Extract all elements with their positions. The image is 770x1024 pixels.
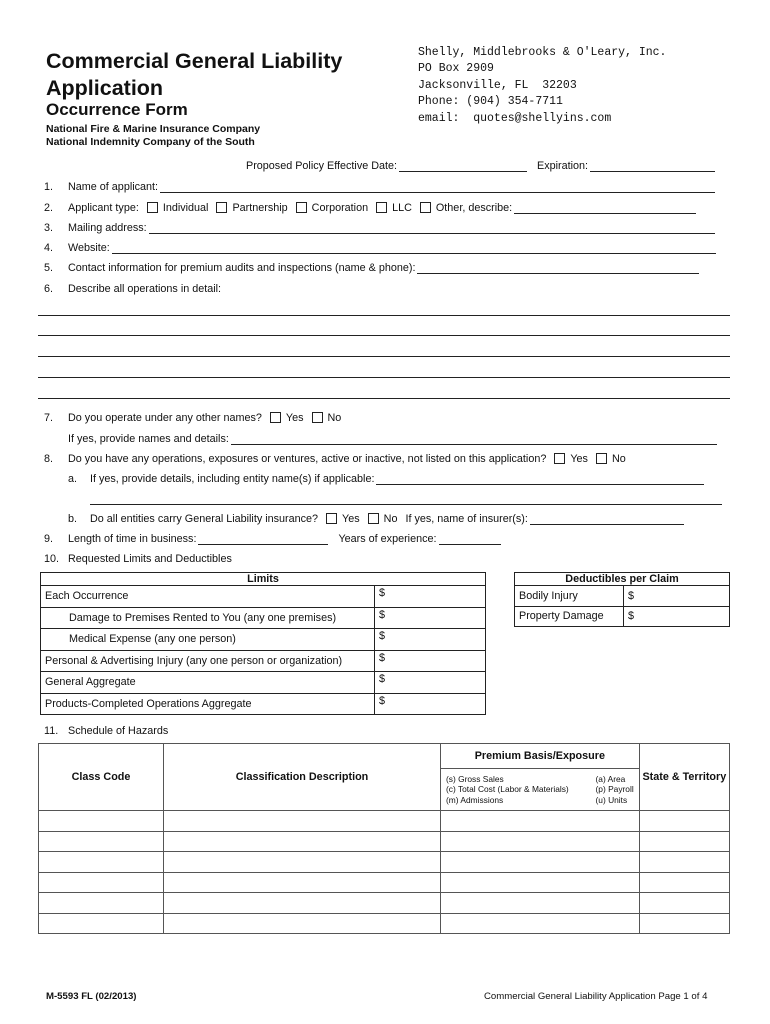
table-row <box>515 606 730 627</box>
entity-details-field[interactable] <box>376 474 704 485</box>
deductibles-header: Deductibles per Claim <box>515 573 730 586</box>
form-number: M-5593 FL (02/2013) <box>46 991 137 1002</box>
time-in-business-field[interactable] <box>198 534 328 545</box>
q8a-row <box>68 473 704 485</box>
form-subtitle: Occurrence Form <box>46 100 188 119</box>
table-row <box>41 586 486 608</box>
class-code-cell[interactable] <box>39 811 164 832</box>
page-number: Commercial General Liability Application Page 1 of 4 <box>484 991 708 1002</box>
operations-line-1[interactable] <box>38 315 730 316</box>
class-code-cell[interactable] <box>39 893 164 914</box>
form-title-line1: Commercial General Liability <box>46 49 343 73</box>
expiration-label: Expiration: <box>537 160 589 172</box>
other-names-yes-label: Yes <box>285 412 304 424</box>
basis-legend-item: (m) Admissions <box>446 794 504 805</box>
class-code-header: Class Code <box>39 744 164 811</box>
operations-line-4[interactable] <box>38 377 730 378</box>
q8-row <box>68 453 626 465</box>
q11-number: 11. <box>44 725 59 737</box>
q5-number: 5. <box>44 262 54 274</box>
operations-line-3[interactable] <box>38 356 730 357</box>
currency-symbol: $ <box>379 694 386 707</box>
classification-description-cell[interactable] <box>164 872 441 893</box>
individual-label: Individual <box>162 202 209 214</box>
premium-basis-cell[interactable] <box>441 872 640 893</box>
limit-value-field[interactable] <box>375 586 486 608</box>
contact-info-field[interactable] <box>417 263 699 274</box>
premium-basis-cell[interactable] <box>441 811 640 832</box>
state-territory-cell[interactable] <box>639 913 729 934</box>
table-row <box>39 872 730 893</box>
q3-row <box>68 222 715 234</box>
state-territory-cell[interactable] <box>639 893 729 914</box>
limits-header: Limits <box>41 573 486 586</box>
premium-basis-cell[interactable] <box>441 831 640 852</box>
state-territory-cell[interactable] <box>639 872 729 893</box>
q7-followup-row <box>68 433 717 445</box>
limit-label: General Aggregate <box>41 672 375 694</box>
unlisted-operations-no-checkbox[interactable] <box>596 453 607 464</box>
premium-basis-cell[interactable] <box>441 852 640 873</box>
q8a-label: a. <box>68 473 78 485</box>
premium-basis-legend <box>441 769 640 811</box>
currency-symbol: $ <box>628 589 635 602</box>
currency-symbol: $ <box>379 608 386 621</box>
limit-value-field[interactable] <box>375 629 486 651</box>
table-row <box>41 693 486 715</box>
limit-label: Each Occurrence <box>41 586 375 608</box>
entities-gl-yes-label: Yes <box>342 513 360 525</box>
entity-details-label: If yes, provide details, including entity name(s) if applicable: <box>90 473 375 485</box>
currency-symbol: $ <box>379 651 386 664</box>
q8b-row <box>68 513 684 525</box>
applicant-name-field[interactable] <box>160 182 715 193</box>
q4-number: 4. <box>44 242 54 254</box>
premium-basis-header: Premium Basis/Exposure <box>441 744 640 769</box>
q1-number: 1. <box>44 181 54 193</box>
other-names-label: Do you operate under any other names? <box>68 412 262 424</box>
llc-label: LLC <box>392 202 412 214</box>
q9-number: 9. <box>44 533 54 545</box>
class-code-cell[interactable] <box>39 831 164 852</box>
other-label: Other, describe: <box>435 202 513 214</box>
entities-gl-yes-checkbox[interactable] <box>326 513 337 524</box>
other-describe-field[interactable] <box>514 203 696 214</box>
limit-label: Personal & Advertising Injury (any one person or organization) <box>41 650 375 672</box>
effective-date-field[interactable] <box>399 161 527 172</box>
q7-number: 7. <box>44 412 54 424</box>
q3-number: 3. <box>44 222 54 234</box>
currency-symbol: $ <box>379 673 386 685</box>
years-experience-field[interactable] <box>439 534 501 545</box>
limits-table <box>40 572 486 715</box>
entity-details-line-2[interactable] <box>90 504 722 505</box>
class-code-cell[interactable] <box>39 872 164 893</box>
corporation-checkbox[interactable] <box>296 202 307 213</box>
limit-label: Medical Expense (any one person) <box>41 629 375 651</box>
limit-value-field[interactable] <box>375 607 486 629</box>
currency-symbol: $ <box>379 630 386 642</box>
deductible-label: Property Damage <box>515 606 624 627</box>
schedule-of-hazards-label: Schedule of Hazards <box>68 725 169 737</box>
classification-description-cell[interactable] <box>164 811 441 832</box>
classification-description-cell[interactable] <box>164 893 441 914</box>
mailing-address-label: Mailing address: <box>68 222 147 234</box>
table-row <box>41 607 486 629</box>
policy-dates-row <box>246 160 715 172</box>
table-row <box>41 672 486 694</box>
applicant-name-label: Name of applicant: <box>68 181 159 193</box>
table-row <box>515 586 730 607</box>
state-territory-header: State & Territory <box>639 744 729 811</box>
q9-row <box>68 533 501 545</box>
time-in-business-label: Length of time in business: <box>68 533 197 545</box>
effective-date-label: Proposed Policy Effective Date: <box>246 160 398 172</box>
contact-info-label: Contact information for premium audits and inspections (name & phone): <box>68 262 416 274</box>
table-row <box>39 852 730 873</box>
form-title-line2: Application <box>46 76 164 100</box>
expiration-field[interactable] <box>590 161 715 172</box>
deductible-value-field[interactable] <box>624 606 730 627</box>
other-names-yes-checkbox[interactable] <box>270 412 281 423</box>
insurer-company-2: National Indemnity Company of the South <box>46 136 255 148</box>
q5-row <box>68 262 699 274</box>
other-checkbox[interactable] <box>420 202 431 213</box>
table-row <box>41 629 486 651</box>
applicant-type-label: Applicant type: <box>68 202 139 214</box>
classification-description-cell[interactable] <box>164 913 441 934</box>
insurer-name-field[interactable] <box>530 514 684 525</box>
q2-row <box>68 202 696 214</box>
limit-value-field[interactable] <box>375 672 486 694</box>
other-names-no-label: No <box>327 412 342 424</box>
individual-checkbox[interactable] <box>147 202 158 213</box>
limit-label: Damage to Premises Rented to You (any one premises) <box>41 607 375 629</box>
entities-gl-no-checkbox[interactable] <box>368 513 379 524</box>
basis-legend-item: (u) Units <box>595 794 628 805</box>
operations-label: Describe all operations in detail: <box>68 283 222 295</box>
website-label: Website: <box>68 242 110 254</box>
website-field[interactable] <box>112 243 716 254</box>
premium-basis-cell[interactable] <box>441 893 640 914</box>
q10-number: 10. <box>44 553 60 565</box>
limit-label: Products-Completed Operations Aggregate <box>41 693 375 715</box>
unlisted-operations-yes-label: Yes <box>570 453 588 465</box>
mailing-address-field[interactable] <box>149 223 715 234</box>
limits-deductibles-label: Requested Limits and Deductibles <box>68 553 232 565</box>
table-row <box>39 893 730 914</box>
other-names-no-checkbox[interactable] <box>312 412 323 423</box>
deductible-label: Bodily Injury <box>515 586 624 607</box>
llc-checkbox[interactable] <box>376 202 387 213</box>
table-row <box>41 650 486 672</box>
q4-row <box>68 242 716 254</box>
entities-gl-label: Do all entities carry General Liability insurance? <box>90 513 319 525</box>
classification-description-header: Classification Description <box>164 744 441 811</box>
operations-line-2[interactable] <box>38 335 730 336</box>
q2-number: 2. <box>44 202 54 214</box>
limit-value-field[interactable] <box>375 693 486 715</box>
entities-gl-no-label: No <box>383 513 398 525</box>
classification-description-cell[interactable] <box>164 852 441 873</box>
years-experience-label: Years of experience: <box>338 533 437 545</box>
basis-legend-item: (a) Area <box>595 773 626 784</box>
other-names-details-field[interactable] <box>231 434 717 445</box>
insurer-company-1: National Fire & Marine Insurance Company <box>46 123 261 135</box>
basis-legend-item: (c) Total Cost (Labor & Materials) <box>446 784 569 795</box>
deductibles-table <box>514 572 730 627</box>
unlisted-operations-yes-checkbox[interactable] <box>554 453 565 464</box>
unlisted-operations-label: Do you have any operations, exposures or ventures, active or inactive, not listed on this application? <box>68 453 547 465</box>
q7-row <box>68 412 341 424</box>
deductible-value-field[interactable] <box>624 586 730 607</box>
state-territory-cell[interactable] <box>639 811 729 832</box>
agency-contact-block: Shelly, Middlebrooks & O'Leary, Inc. PO Box 2909 Jacksonville, FL 32203 Phone: (904) 354-7711 email: quotes@shellyins.com <box>418 46 667 125</box>
limit-value-field[interactable] <box>375 650 486 672</box>
table-row <box>39 811 730 832</box>
insurer-name-label: If yes, name of insurer(s): <box>405 513 528 525</box>
state-territory-cell[interactable] <box>639 852 729 873</box>
other-names-details-label: If yes, provide names and details: <box>68 433 229 445</box>
operations-line-5[interactable] <box>38 398 730 399</box>
classification-description-cell[interactable] <box>164 831 441 852</box>
unlisted-operations-no-label: No <box>611 453 626 465</box>
corporation-label: Corporation <box>311 202 369 214</box>
q1-row <box>68 181 715 193</box>
currency-symbol: $ <box>379 587 386 599</box>
q6-number: 6. <box>44 283 54 295</box>
currency-symbol: $ <box>628 610 635 623</box>
state-territory-cell[interactable] <box>639 831 729 852</box>
table-row <box>39 913 730 934</box>
table-row <box>39 831 730 852</box>
hazards-table <box>38 743 730 934</box>
class-code-cell[interactable] <box>39 852 164 873</box>
partnership-label: Partnership <box>232 202 288 214</box>
class-code-cell[interactable] <box>39 913 164 934</box>
q8b-label: b. <box>68 513 78 525</box>
basis-legend-item: (p) Payroll <box>595 784 634 795</box>
partnership-checkbox[interactable] <box>216 202 227 213</box>
q8-number: 8. <box>44 453 54 465</box>
premium-basis-cell[interactable] <box>441 913 640 934</box>
basis-legend-item: (s) Gross Sales <box>446 773 504 784</box>
